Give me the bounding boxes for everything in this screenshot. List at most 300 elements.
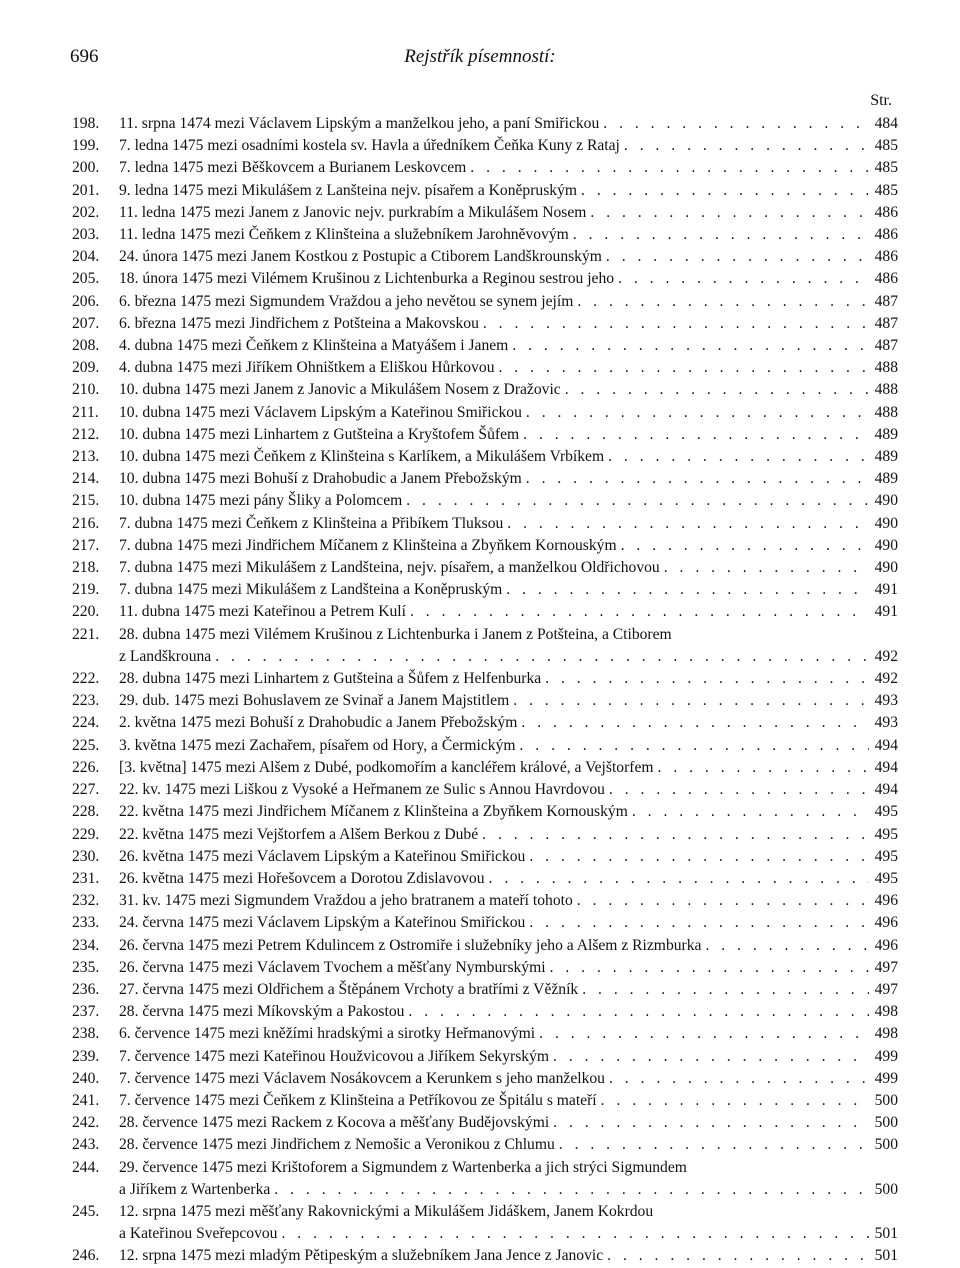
entry-body xyxy=(119,446,898,468)
entry-text: 12. srpna 1475 mezi mladým Pětipeským a služebníkem Jana Jence z Janovic xyxy=(119,1247,604,1265)
entry-text: 10. dubna 1475 mezi Linhartem z Gutšteina a Kryštofem Šůfem xyxy=(119,425,520,443)
entry-body xyxy=(119,468,898,490)
leader-dots xyxy=(402,490,868,512)
entry-line xyxy=(119,1201,898,1223)
entry-text: 29. července 1475 mezi Krištoforem a Sigmundem z Wartenberka a jich strýci Sigmundem xyxy=(119,1158,687,1176)
entry-body xyxy=(119,246,898,268)
entry-number: 225. xyxy=(72,736,100,754)
entry-page-ref: 489 xyxy=(874,425,898,443)
entry-page-ref: 500 xyxy=(874,1180,898,1198)
entry-body xyxy=(119,291,898,313)
entry-line xyxy=(119,468,898,490)
register-entry xyxy=(72,1068,898,1090)
register-entry xyxy=(72,357,898,379)
entry-line xyxy=(119,1001,898,1023)
leader-dots xyxy=(605,1068,869,1090)
entry-text: 11. ledna 1475 mezi Čeňkem z Klinšteina a služebníkem Jarohněvovým xyxy=(119,226,569,244)
entry-page-ref: 498 xyxy=(874,1025,898,1043)
entry-number: 223. xyxy=(72,692,100,710)
entry-body xyxy=(119,912,898,934)
entry-line xyxy=(119,757,898,779)
entry-number: 200. xyxy=(72,159,100,177)
register-entry xyxy=(72,513,898,535)
entry-line xyxy=(119,624,898,646)
register-entry xyxy=(72,535,898,557)
entry-text: 10. dubna 1475 mezi Čeňkem z Klinšteina s Karlíkem, a Mikulášem Vrbíkem xyxy=(119,448,605,466)
entry-number: 211. xyxy=(72,403,99,421)
entry-text: 22. kv. 1475 mezi Liškou z Vysoké a Heřmanem ze Sulic s Annou Havrdovou xyxy=(119,781,605,799)
leader-dots xyxy=(211,646,868,668)
register-entry xyxy=(72,1112,898,1134)
entry-body xyxy=(119,1046,898,1068)
entry-body xyxy=(119,535,898,557)
entry-number: 230. xyxy=(72,847,100,865)
running-title: Rejstřík písemností: xyxy=(404,46,556,67)
entry-line xyxy=(119,1046,898,1068)
entry-number: 203. xyxy=(72,226,100,244)
register-entry xyxy=(72,624,898,668)
entry-body xyxy=(119,779,898,801)
entry-line xyxy=(119,1179,898,1201)
entry-number: 213. xyxy=(72,448,100,466)
register-entry xyxy=(72,801,898,823)
entry-page-ref: 490 xyxy=(874,536,898,554)
entry-page-ref: 487 xyxy=(874,314,898,332)
entry-text: 31. kv. 1475 mezi Sigmundem Vraždou a jeho bratranem a mateří tohoto xyxy=(119,892,573,910)
entry-text: 28. dubna 1475 mezi Vilémem Krušinou z Lichtenburka i Janem z Potšteina, a Ctiborem xyxy=(119,625,672,643)
entry-text: 11. ledna 1475 mezi Janem z Janovic nejv. purkrabím a Mikulášem Nosem xyxy=(119,203,587,221)
register-entry xyxy=(72,890,898,912)
entry-text: 4. dubna 1475 mezi Jiříkem Ohništkem a Eliškou Hůrkovou xyxy=(119,359,495,377)
register-entry xyxy=(72,379,898,401)
entry-line xyxy=(119,313,898,335)
entry-page-ref: 501 xyxy=(874,1225,898,1243)
entry-number: 212. xyxy=(72,425,100,443)
entry-text: 28. července 1475 mezi Jindřichem z Nemošic a Veronikou z Chlumu xyxy=(119,1136,555,1154)
entry-text: 2. května 1475 mezi Bohuší z Drahobudic a Janem Přebožským xyxy=(119,714,518,732)
entry-page-ref: 488 xyxy=(874,381,898,399)
register-entry xyxy=(72,224,898,246)
entry-page-ref: 491 xyxy=(874,581,898,599)
entry-body xyxy=(119,735,898,757)
entry-body xyxy=(119,1001,898,1023)
entry-page-ref: 484 xyxy=(874,115,898,132)
entry-text: 7. července 1475 mezi Kateřinou Houžvicovou a Jiříkem Sekyrským xyxy=(119,1047,550,1065)
register-entry xyxy=(72,712,898,734)
register-entry xyxy=(72,1245,898,1267)
register-entry xyxy=(72,846,898,868)
entry-body xyxy=(119,402,898,424)
entry-number: 202. xyxy=(72,203,100,221)
entry-number: 244. xyxy=(72,1158,100,1176)
entry-number: 233. xyxy=(72,914,100,932)
register-entry xyxy=(72,735,898,757)
entry-number: 215. xyxy=(72,492,100,510)
leader-dots xyxy=(577,180,869,202)
leader-dots xyxy=(573,291,868,313)
leader-dots xyxy=(701,935,868,957)
register-entry xyxy=(72,557,898,579)
entry-line xyxy=(119,157,898,179)
entry-body xyxy=(119,490,898,512)
register-entry xyxy=(72,1046,898,1068)
entry-body xyxy=(119,335,898,357)
entry-text: 7. dubna 1475 mezi Čeňkem z Klinšteina a Přibíkem Tluksou xyxy=(119,514,504,532)
entry-page-ref: 496 xyxy=(874,892,898,910)
page-column-header: Str. xyxy=(870,92,892,109)
leader-dots xyxy=(654,757,869,779)
entry-number: 227. xyxy=(72,781,100,799)
entry-page-ref: 488 xyxy=(874,359,898,377)
entry-body xyxy=(119,801,898,823)
entry-line xyxy=(119,1134,898,1156)
entry-line xyxy=(119,979,898,1001)
register-entry xyxy=(72,912,898,934)
entry-page-ref: 499 xyxy=(874,1069,898,1087)
entry-number: 222. xyxy=(72,670,100,688)
leader-dots xyxy=(517,712,868,734)
register-entry xyxy=(72,1023,898,1045)
leader-dots xyxy=(586,202,868,224)
register-entry xyxy=(72,957,898,979)
entry-line xyxy=(119,846,898,868)
entry-text: 6. července 1475 mezi kněžími hradskými a sirotky Heřmanovými xyxy=(119,1025,536,1043)
entry-body xyxy=(119,1023,898,1045)
entry-line xyxy=(119,712,898,734)
entry-body xyxy=(119,1245,898,1267)
leader-dots xyxy=(508,335,868,357)
entry-number: 229. xyxy=(72,825,100,843)
entry-body xyxy=(119,1157,898,1201)
entry-page-ref: 487 xyxy=(874,337,898,355)
leader-dots xyxy=(597,1090,869,1112)
entry-body xyxy=(119,1134,898,1156)
entry-text: 10. dubna 1475 mezi Václavem Lipským a Kateřinou Smiřickou xyxy=(119,403,522,421)
entry-number: 205. xyxy=(72,270,100,288)
entry-line xyxy=(119,113,898,135)
entry-line xyxy=(119,690,898,712)
entry-page-ref: 495 xyxy=(874,847,898,865)
entry-page-ref: 495 xyxy=(874,803,898,821)
entry-number: 220. xyxy=(72,603,100,621)
entry-text: 28. července 1475 mezi Rackem z Kocova a měšťany Budějovskými xyxy=(119,1114,550,1132)
leader-dots xyxy=(522,402,869,424)
entry-line xyxy=(119,402,898,424)
entry-line xyxy=(119,912,898,934)
entry-number: 210. xyxy=(72,381,100,399)
entry-number: 208. xyxy=(72,337,100,355)
entry-body xyxy=(119,846,898,868)
entry-page-ref: 485 xyxy=(874,159,898,177)
entry-line xyxy=(119,824,898,846)
leader-dots xyxy=(495,357,869,379)
entry-text: 24. června 1475 mezi Václavem Lipským a Kateřinou Smiřickou xyxy=(119,914,526,932)
register-entry xyxy=(72,601,898,623)
entry-page-ref: 489 xyxy=(874,448,898,466)
leader-dots xyxy=(620,135,869,157)
leader-dots xyxy=(628,801,869,823)
entry-line xyxy=(119,668,898,690)
register-entry xyxy=(72,113,898,135)
entry-number: 204. xyxy=(72,248,100,266)
entry-line xyxy=(119,446,898,468)
entry-text: 22. května 1475 mezi Vejštorfem a Alšem Berkou z Dubé xyxy=(119,825,479,843)
entry-number: 245. xyxy=(72,1202,100,1220)
register-entry xyxy=(72,935,898,957)
register-entry xyxy=(72,979,898,1001)
entry-body xyxy=(119,268,898,290)
entry-body xyxy=(119,357,898,379)
entry-line xyxy=(119,957,898,979)
entry-line xyxy=(119,557,898,579)
entry-body xyxy=(119,180,898,202)
entry-text: 26. června 1475 mezi Petrem Kdulincem z Ostromiře i služebníky jeho a Alšem z Rizmburka xyxy=(119,936,702,954)
entry-number: 226. xyxy=(72,758,100,776)
entry-page-ref: 497 xyxy=(874,958,898,976)
entry-text: 22. května 1475 mezi Jindřichem Míčanem z Klinšteina a Zbyňkem Kornouským xyxy=(119,803,628,821)
entry-page-ref: 486 xyxy=(874,226,898,244)
entry-number: 243. xyxy=(72,1136,100,1154)
register-entry xyxy=(72,157,898,179)
leader-dots xyxy=(603,1245,868,1267)
entry-page-ref: 499 xyxy=(874,1047,898,1065)
entry-number: 228. xyxy=(72,803,100,821)
entry-page-ref: 496 xyxy=(874,936,898,954)
entry-line xyxy=(119,935,898,957)
entry-text: 27. června 1475 mezi Oldřichem a Štěpánem Vrchoty a bratřími z Věžník xyxy=(119,980,579,998)
register-entry xyxy=(72,335,898,357)
register-entry xyxy=(72,246,898,268)
entry-line xyxy=(119,535,898,557)
entry-line xyxy=(119,601,898,623)
entry-page-ref: 492 xyxy=(874,647,898,665)
register-entry xyxy=(72,291,898,313)
entry-line xyxy=(119,646,898,668)
entry-body xyxy=(119,1090,898,1112)
leader-dots xyxy=(573,890,869,912)
entry-number: 237. xyxy=(72,1003,100,1021)
entry-page-ref: 494 xyxy=(874,736,898,754)
entry-number: 231. xyxy=(72,869,100,887)
entry-page-ref: 486 xyxy=(874,248,898,266)
entry-page-ref: 487 xyxy=(874,292,898,310)
entry-text: [3. května] 1475 mezi Alšem z Dubé, podkomořím a kancléřem králové, a Vejštorfem xyxy=(119,758,654,776)
entry-body xyxy=(119,424,898,446)
entry-number: 241. xyxy=(72,1091,100,1109)
page-number: 696 xyxy=(70,46,99,67)
entry-text: z Landškrouna xyxy=(119,647,212,665)
entry-number: 234. xyxy=(72,936,100,954)
entry-number: 199. xyxy=(72,137,100,155)
leader-dots xyxy=(660,557,869,579)
entry-page-ref: 485 xyxy=(874,137,898,155)
entry-page-ref: 488 xyxy=(874,403,898,421)
leader-dots xyxy=(485,868,869,890)
leader-dots xyxy=(604,446,868,468)
register-entry xyxy=(72,402,898,424)
entry-page-ref: 498 xyxy=(874,1003,898,1021)
register-entry xyxy=(72,313,898,335)
leader-dots xyxy=(525,912,868,934)
entry-line xyxy=(119,1112,898,1134)
leader-dots xyxy=(605,779,869,801)
leader-dots xyxy=(602,246,869,268)
register-entry xyxy=(72,779,898,801)
entry-page-ref: 500 xyxy=(874,1114,898,1132)
entry-text: 7. července 1475 mezi Čeňkem z Klinšteina a Petříkovou ze Špitálu s mateří xyxy=(119,1091,597,1109)
leader-dots xyxy=(509,690,868,712)
entry-number: 235. xyxy=(72,958,100,976)
leader-dots xyxy=(541,668,868,690)
entry-body xyxy=(119,601,898,623)
leader-dots xyxy=(503,513,868,535)
entry-body xyxy=(119,1068,898,1090)
entry-line xyxy=(119,779,898,801)
leader-dots xyxy=(546,957,869,979)
entry-text: 12. srpna 1475 mezi měšťany Rakovnickými a Mikulášem Jidáškem, Janem Kokrdou xyxy=(119,1202,654,1220)
leader-dots xyxy=(617,535,869,557)
entry-number: 246. xyxy=(72,1247,100,1265)
leader-dots xyxy=(479,313,869,335)
entry-number: 209. xyxy=(72,359,100,377)
register-entry xyxy=(72,446,898,468)
leader-dots xyxy=(549,1046,869,1068)
entry-number: 239. xyxy=(72,1047,100,1065)
entry-number: 238. xyxy=(72,1025,100,1043)
entry-line xyxy=(119,1090,898,1112)
entry-text: 7. ledna 1475 mezi osadními kostela sv. Havla a úředníkem Čeňka Kuny z Rataj xyxy=(119,137,620,155)
entry-text: 9. ledna 1475 mezi Mikulášem z Lanšteina nejv. písařem a Koněpruským xyxy=(119,181,578,199)
entry-line xyxy=(119,513,898,535)
entry-page-ref: 500 xyxy=(874,1136,898,1154)
entry-text: 18. února 1475 mezi Vilémem Krušinou z Lichtenburka a Reginou sestrou jeho xyxy=(119,270,615,288)
entry-page-ref: 496 xyxy=(874,914,898,932)
entry-line xyxy=(119,135,898,157)
leader-dots xyxy=(406,601,869,623)
entry-text: 10. dubna 1475 mezi Janem z Janovic a Mikulášem Nosem z Dražovic xyxy=(119,381,561,399)
entry-text: 4. dubna 1475 mezi Čeňkem z Klinšteina a Matyášem i Janem xyxy=(119,337,509,355)
entry-line xyxy=(119,735,898,757)
entry-text: 6. března 1475 mezi Jindřichem z Potšteina a Makovskou xyxy=(119,314,479,332)
entry-line xyxy=(119,379,898,401)
entry-text: 7. dubna 1475 mezi Jindřichem Míčanem z Klinšteina a Zbyňkem Kornouským xyxy=(119,536,617,554)
entry-line xyxy=(119,579,898,601)
leader-dots xyxy=(535,1023,868,1045)
entry-page-ref: 485 xyxy=(874,181,898,199)
entry-line xyxy=(119,335,898,357)
entry-page-ref: 491 xyxy=(874,603,898,621)
entry-text: 11. dubna 1475 mezi Kateřinou a Petrem Kulí xyxy=(119,603,406,621)
entry-body xyxy=(119,935,898,957)
entry-number: 218. xyxy=(72,559,100,577)
register-entry xyxy=(72,1157,898,1201)
entry-page-ref: 493 xyxy=(874,714,898,732)
entry-number: 236. xyxy=(72,980,100,998)
leader-dots xyxy=(555,1134,869,1156)
register-entry xyxy=(72,135,898,157)
entry-text: 24. února 1475 mezi Janem Kostkou z Postupic a Ctiborem Landškrounským xyxy=(119,248,602,266)
leader-dots xyxy=(478,824,868,846)
entry-line xyxy=(119,490,898,512)
entry-body xyxy=(119,712,898,734)
entry-text: 3. května 1475 mezi Zachařem, písařem od Hory, a Čermickým xyxy=(119,736,516,754)
register-entry xyxy=(72,1090,898,1112)
entry-page-ref: 495 xyxy=(874,869,898,887)
register-entry xyxy=(72,824,898,846)
entry-line xyxy=(119,424,898,446)
entry-body xyxy=(119,1112,898,1134)
register-entry xyxy=(72,668,898,690)
entry-line xyxy=(119,202,898,224)
entry-body xyxy=(119,868,898,890)
entry-body xyxy=(119,513,898,535)
entry-body xyxy=(119,579,898,601)
entry-page-ref: 494 xyxy=(874,758,898,776)
entry-body xyxy=(119,690,898,712)
entry-page-ref: 495 xyxy=(874,825,898,843)
leader-dots xyxy=(561,379,869,401)
entry-text: a Jiříkem z Wartenberka xyxy=(119,1180,271,1198)
register-entry xyxy=(72,1134,898,1156)
entry-page-ref: 500 xyxy=(874,1091,898,1109)
entry-line xyxy=(119,291,898,313)
entry-line xyxy=(119,890,898,912)
entry-body xyxy=(119,224,898,246)
entry-number: 217. xyxy=(72,536,100,554)
leader-dots xyxy=(466,157,868,179)
register-entry xyxy=(72,180,898,202)
register-entry xyxy=(72,468,898,490)
entry-number: 232. xyxy=(72,892,100,910)
register-entry xyxy=(72,868,898,890)
entry-number: 201. xyxy=(72,181,100,199)
entry-number: 221. xyxy=(72,625,100,643)
entry-body xyxy=(119,957,898,979)
entry-text: 26. května 1475 mezi Hořešovcem a Dorotou Zdislavovou xyxy=(119,869,485,887)
entry-line xyxy=(119,224,898,246)
entry-text: 11. srpna 1474 mezi Václavem Lipským a manželkou jeho, a paní Smiřickou xyxy=(119,115,600,132)
entry-body xyxy=(119,624,898,668)
entry-body xyxy=(119,113,898,135)
entry-page-ref: 501 xyxy=(874,1247,898,1265)
entry-body xyxy=(119,757,898,779)
entry-number: 224. xyxy=(72,714,100,732)
entry-page-ref: 490 xyxy=(874,514,898,532)
leader-dots xyxy=(549,1112,868,1134)
register-entry xyxy=(72,690,898,712)
entry-number: 242. xyxy=(72,1114,100,1132)
entry-line xyxy=(119,1157,898,1179)
entry-number: 240. xyxy=(72,1069,100,1087)
entry-body xyxy=(119,313,898,335)
leader-dots xyxy=(502,579,868,601)
register-entry xyxy=(72,424,898,446)
leader-dots xyxy=(270,1179,868,1201)
leader-dots xyxy=(404,1001,868,1023)
entry-page-ref: 486 xyxy=(874,203,898,221)
entry-text: 26. června 1475 mezi Václavem Tvochem a měšťany Nymburskými xyxy=(119,958,546,976)
leader-dots xyxy=(525,846,868,868)
entry-body xyxy=(119,202,898,224)
entry-number: 207. xyxy=(72,314,100,332)
leader-dots xyxy=(516,735,869,757)
entry-body xyxy=(119,135,898,157)
entry-text: a Kateřinou Sveřepcovou xyxy=(119,1225,278,1243)
entry-body xyxy=(119,668,898,690)
entry-text: 10. dubna 1475 mezi pány Šliky a Polomcem xyxy=(119,492,403,510)
entry-number: 206. xyxy=(72,292,100,310)
leader-dots xyxy=(599,113,868,135)
